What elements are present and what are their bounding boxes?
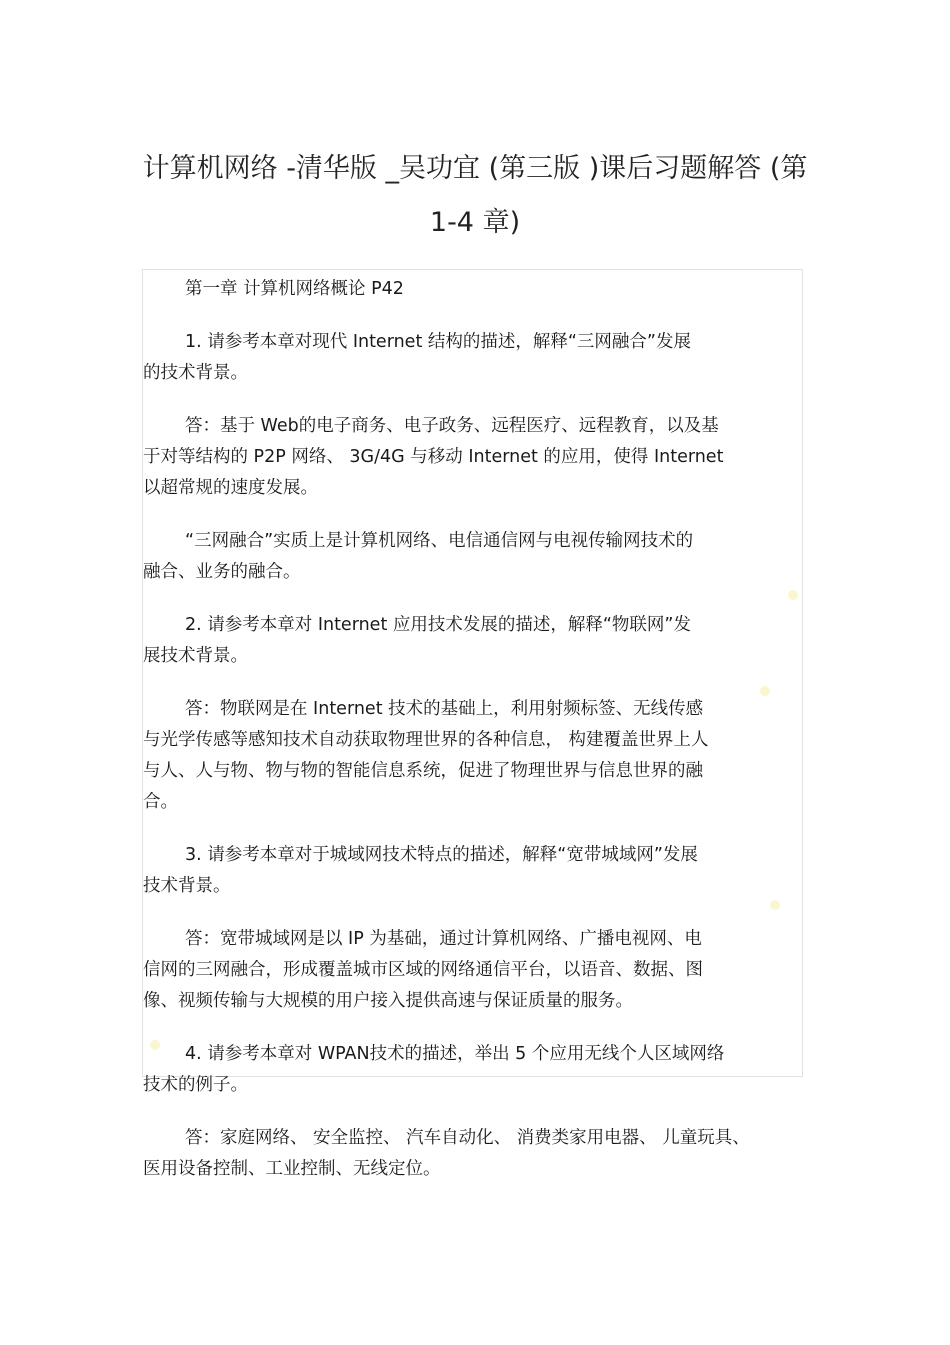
paragraph-line: 的技术背景。: [143, 363, 248, 383]
paragraph-a3: [143, 924, 803, 1017]
paragraph-a1-cont: [143, 526, 803, 588]
document-title-line-1: 计算机网络 -清华版 _吴功宜 (第三版 )课后习题解答 (第: [142, 153, 808, 184]
chapter-heading: 第一章 计算机网络概论 P42: [185, 279, 404, 299]
paragraph-a2: [143, 694, 803, 818]
document-title-line-2: 1-4 章): [429, 207, 521, 238]
paragraph-line: 3. 请参考本章对于城域网技术特点的描述，解释“宽带城域网”发展: [185, 845, 698, 865]
paragraph-line: 答：宽带城域网是以 IP 为基础，通过计算机网络、广播电视网、电: [185, 929, 702, 949]
paragraph-line: 于对等结构的 P2P 网络、 3G/4G 与移动 Internet 的应用，使得 Internet: [143, 447, 724, 467]
paragraph-line: 答：物联网是在 Internet 技术的基础上，利用射频标签、无线传感: [185, 699, 704, 719]
paragraph-line: 合。: [143, 792, 178, 812]
paragraph-q2: [143, 610, 803, 672]
paragraph-line: 与人、人与物、物与物的智能信息系统，促进了物理世界与信息世界的融: [143, 761, 703, 781]
paragraph-line: 医用设备控制、工业控制、无线定位。: [143, 1159, 441, 1179]
paragraph-line: 融合、业务的融合。: [143, 562, 301, 582]
paragraph-line: 技术的例子。: [143, 1075, 248, 1095]
paragraph-line: “三网融合”实质上是计算机网络、电信通信网与电视传输网技术的: [185, 531, 694, 551]
paragraph-a4: [143, 1123, 803, 1185]
paragraph-q1: [143, 327, 803, 389]
paragraph-line: 1. 请参考本章对现代 Internet 结构的描述，解释“三网融合”发展: [185, 332, 692, 352]
paragraph-q4: [143, 1039, 803, 1101]
paragraph-a1: [143, 411, 803, 504]
paragraph-line: 展技术背景。: [143, 646, 248, 666]
paragraph-line: 答：家庭网络、 安全监控、 汽车自动化、 消费类家用电器、 儿童玩具、: [185, 1128, 750, 1148]
paragraph-line: 4. 请参考本章对 WPAN技术的描述，举出 5 个应用无线个人区域网络: [185, 1044, 725, 1064]
paragraph-line: 以超常规的速度发展。: [143, 478, 318, 498]
paragraph-q3: [143, 840, 803, 902]
paragraph-line: 信网的三网融合，形成覆盖城市区域的网络通信平台，以语音、数据、图: [143, 960, 703, 980]
document-body: [143, 274, 803, 1207]
paragraph-line: 像、视频传输与大规模的用户接入提供高速与保证质量的服务。: [143, 991, 633, 1011]
paragraph-line: 与光学传感等感知技术自动获取物理世界的各种信息， 构建覆盖世界上人: [143, 730, 709, 750]
paragraph-line: 技术背景。: [143, 876, 231, 896]
paragraph-line: 2. 请参考本章对 Internet 应用技术发展的描述，解释“物联网”发: [185, 615, 692, 635]
paragraph-list: [143, 327, 803, 1185]
paragraph-line: 答：基于 Web的电子商务、电子政务、远程医疗、远程教育，以及基: [185, 416, 719, 436]
